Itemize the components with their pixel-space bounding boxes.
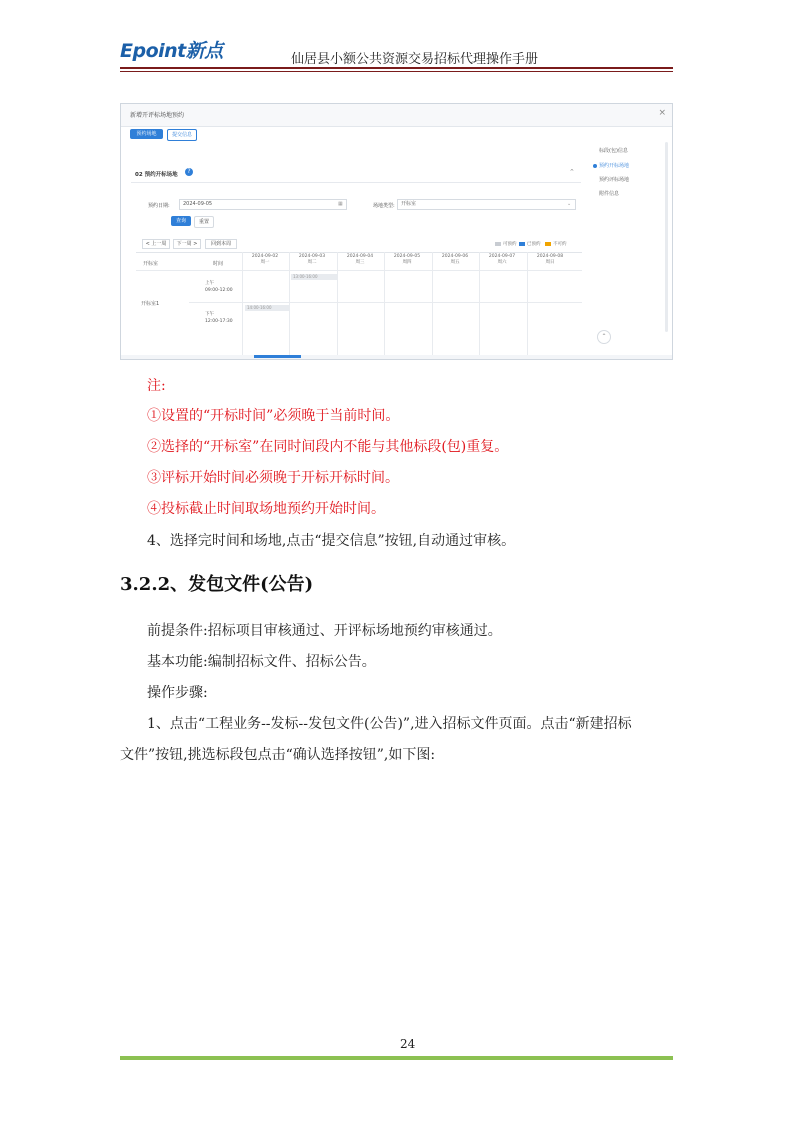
note-item: ②选择的“开标室”在同时间段内不能与其他标段(包)重复。 bbox=[147, 439, 509, 455]
time-slot-morning: 上午 09:00-12:00 bbox=[205, 281, 233, 293]
site-type-select[interactable]: 开标室 bbox=[397, 199, 576, 210]
grid-line bbox=[289, 252, 290, 359]
note-item: ③评标开始时间必须晚于开标开标时间。 bbox=[147, 470, 399, 486]
section-divider bbox=[131, 182, 581, 183]
time-slot-afternoon: 下午 12:00-17:30 bbox=[205, 312, 233, 324]
reset-button[interactable]: 重置 bbox=[194, 216, 214, 228]
header-divider bbox=[120, 67, 673, 69]
grid-line bbox=[242, 252, 243, 359]
note-heading: 注: bbox=[147, 378, 166, 394]
time-column-header: 时间 bbox=[213, 261, 224, 267]
precondition-text: 前提条件:招标项目审核通过、开评标场地预约审核通过。 bbox=[147, 623, 502, 639]
header-divider-thin bbox=[120, 71, 673, 72]
close-icon[interactable]: × bbox=[658, 108, 666, 118]
step-1-text-continued: 文件”按钮,挑选标段包点击“确认选择按钮”,如下图: bbox=[120, 747, 436, 763]
date-column-header: 2024-09-02 周一 bbox=[251, 254, 279, 265]
grid-line bbox=[337, 252, 338, 359]
legend-available: 可预约 bbox=[495, 241, 517, 247]
legend-booked: 已预约 bbox=[519, 241, 541, 247]
side-nav-item-section-info[interactable]: 标段(包)信息 bbox=[599, 148, 628, 154]
note-item: ①设置的“开标时间”必须晚于当前时间。 bbox=[147, 408, 400, 424]
grid-line bbox=[384, 252, 385, 359]
chevron-down-icon[interactable]: ⌄ bbox=[567, 201, 572, 207]
function-text: 基本功能:编制招标文件、招标公告。 bbox=[147, 654, 376, 670]
tab-submit-info[interactable]: 提交信息 bbox=[167, 129, 197, 141]
site-type-label: 场地类型: bbox=[373, 203, 395, 209]
date-column-header: 2024-09-04 周三 bbox=[346, 254, 374, 265]
side-nav-active-indicator bbox=[593, 164, 597, 168]
page-number: 24 bbox=[400, 1037, 416, 1051]
date-column-header: 2024-09-03 周二 bbox=[298, 254, 326, 265]
note-item: ④投标截止时间取场地预约开始时间。 bbox=[147, 501, 385, 517]
chevron-up-icon[interactable]: ⌃ bbox=[569, 168, 575, 176]
grid-line bbox=[432, 252, 433, 359]
prev-week-button[interactable]: < 上一周 bbox=[142, 239, 170, 249]
side-nav-item-open-site[interactable]: 预约开标场地 bbox=[599, 163, 630, 169]
tab-book-site[interactable]: 预约场地 bbox=[130, 129, 163, 139]
side-nav-item-attachments[interactable]: 附件信息 bbox=[599, 191, 620, 197]
booked-slot[interactable]: 13:00-16:00 bbox=[291, 274, 337, 280]
step-4-text: 4、选择完时间和场地,点击“提交信息”按钮,自动通过审核。 bbox=[147, 533, 516, 549]
dialog-footer-bar bbox=[121, 355, 672, 359]
document-header-title: 仙居县小额公共资源交易招标代理操作手册 bbox=[291, 52, 539, 67]
grid-line bbox=[527, 252, 528, 359]
step-1-text: 1、点击“工程业务--发标--发包文件(公告)”,进入招标文件页面。点击“新建招标 bbox=[147, 716, 632, 732]
booking-dialog-screenshot bbox=[120, 103, 673, 360]
date-column-header: 2024-09-05 周四 bbox=[393, 254, 421, 265]
date-label: 预约日期: bbox=[148, 203, 170, 209]
scrollbar[interactable] bbox=[665, 142, 668, 332]
side-nav-item-eval-site[interactable]: 预约评标场地 bbox=[599, 177, 630, 183]
calendar-icon[interactable]: ▦ bbox=[338, 201, 343, 207]
schedule-grid bbox=[136, 252, 582, 360]
grid-line bbox=[479, 252, 480, 359]
epoint-logo: Epoint新点 bbox=[120, 40, 223, 62]
date-input[interactable]: 2024-09-05 bbox=[179, 199, 347, 210]
legend-unavailable: 不可约 bbox=[545, 241, 567, 247]
dialog-titlebar bbox=[121, 104, 672, 127]
date-column-header: 2024-09-08 周日 bbox=[536, 254, 564, 265]
query-button[interactable]: 查询 bbox=[171, 216, 191, 226]
section-heading: 02 预约开标场地 bbox=[135, 172, 178, 178]
next-week-button[interactable]: 下一周 > bbox=[173, 239, 201, 249]
section-title: 3.2.2、发包文件(公告) bbox=[120, 574, 314, 595]
grid-line bbox=[136, 270, 582, 271]
dialog-title: 新增开评标场地预约 bbox=[130, 112, 185, 119]
scroll-to-top-icon[interactable]: ⌃ bbox=[597, 330, 611, 344]
steps-label: 操作步骤: bbox=[147, 685, 208, 701]
footer-divider bbox=[120, 1056, 673, 1060]
room-name: 开标室1 bbox=[141, 301, 160, 307]
date-column-header: 2024-09-07 周六 bbox=[488, 254, 516, 265]
date-column-header: 2024-09-06 周五 bbox=[441, 254, 469, 265]
grid-line bbox=[189, 302, 582, 303]
room-column-header: 开标室 bbox=[143, 261, 159, 267]
help-icon[interactable]: ? bbox=[185, 168, 193, 176]
this-week-button[interactable]: 回到本周 bbox=[205, 239, 237, 249]
booked-slot[interactable]: 14:00-16:00 bbox=[245, 305, 289, 311]
footer-tab-indicator bbox=[254, 355, 301, 358]
